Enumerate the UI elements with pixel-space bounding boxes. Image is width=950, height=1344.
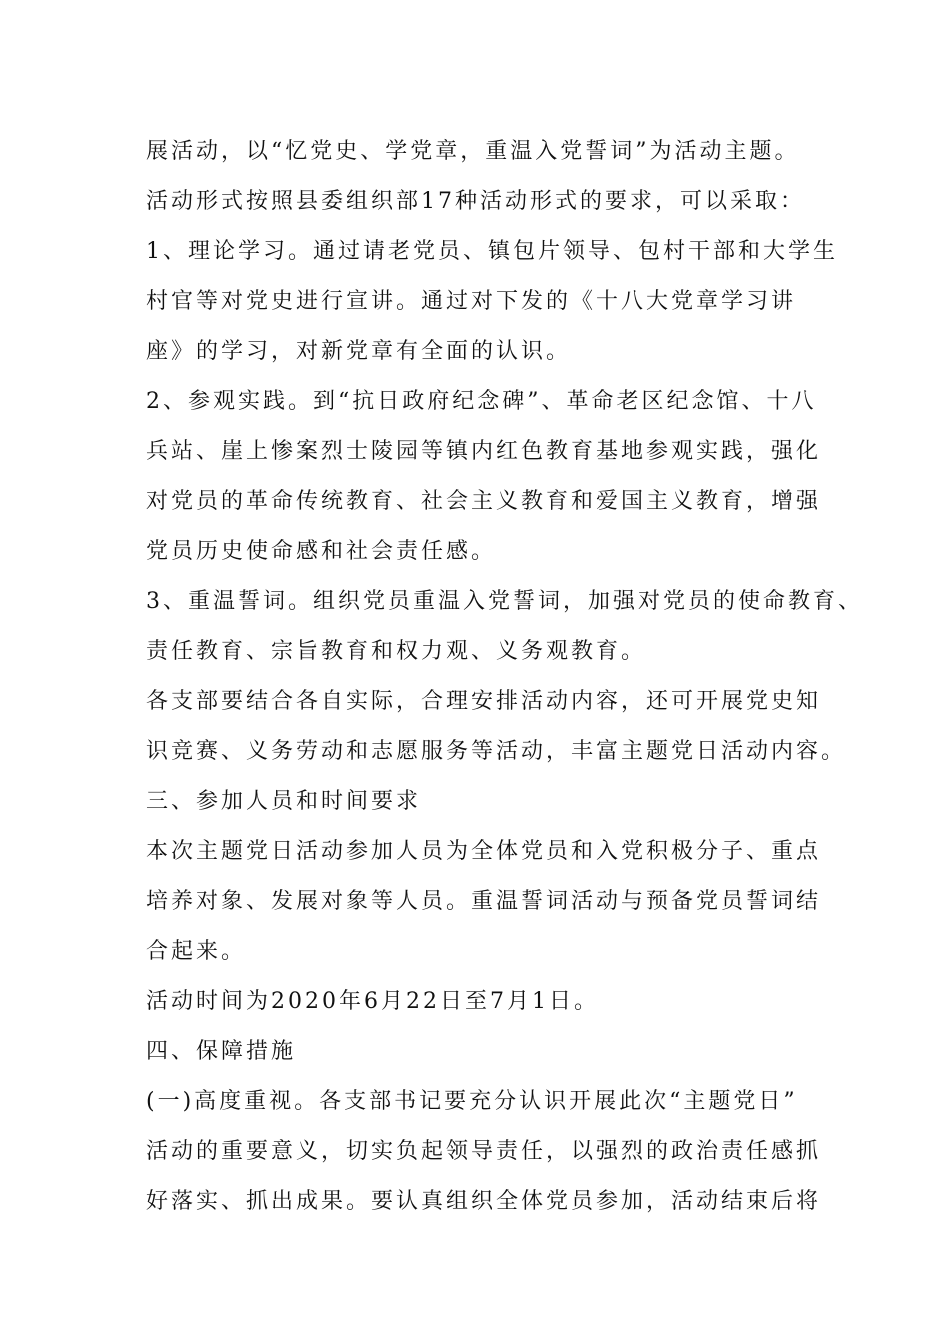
- text-line: 村官等对党史进行宣讲。通过对下发的《十八大党章学习讲: [146, 289, 797, 314]
- text-line: 活动的重要意义，切实负起领导责任，以强烈的政治责任感抓: [146, 1139, 822, 1164]
- text-line: 责任教育、宗旨教育和权力观、义务观教育。: [146, 639, 647, 664]
- text-line: 活动时间为2020年6月22日至7月1日。: [146, 989, 599, 1014]
- text-line: 识竞赛、义务劳动和志愿服务等活动，丰富主题党日活动内容。: [146, 739, 847, 764]
- text-line: (一)高度重视。各支部书记要充分认识开展此次“主题党日”: [146, 1089, 798, 1114]
- text-line: 1、理论学习。通过请老党员、镇包片领导、包村干部和大学生: [146, 239, 838, 264]
- text-line: 各支部要结合各自实际，合理安排活动内容，还可开展党史知: [146, 689, 822, 714]
- text-line: 党员历史使命感和社会责任感。: [146, 539, 497, 564]
- text-line: 3、重温誓词。组织党员重温入党誓词，加强对党员的使命教育、: [146, 589, 863, 614]
- text-line: 培养对象、发展对象等人员。重温誓词活动与预备党员誓词结: [146, 889, 822, 914]
- text-line: 2、参观实践。到“抗日政府纪念碑”、革命老区纪念馆、十八: [146, 389, 817, 414]
- text-line: 座》的学习，对新党章有全面的认识。: [146, 339, 572, 364]
- text-line: 展活动，以“忆党史、学党章，重温入党誓词”为活动主题。: [146, 139, 800, 164]
- section-heading: 四、保障措施: [146, 1039, 297, 1064]
- text-line: 好落实、抓出成果。要认真组织全体党员参加，活动结束后将: [146, 1189, 822, 1214]
- text-line: 合起来。: [146, 939, 247, 964]
- text-line: 本次主题党日活动参加人员为全体党员和入党积极分子、重点: [146, 839, 822, 864]
- text-line: 活动形式按照县委组织部17种活动形式的要求，可以采取：: [146, 189, 805, 214]
- text-line: 对党员的革命传统教育、社会主义教育和爱国主义教育，增强: [146, 489, 822, 514]
- section-heading: 三、参加人员和时间要求: [146, 789, 422, 814]
- text-line: 兵站、崖上惨案烈士陵园等镇内红色教育基地参观实践，强化: [146, 439, 822, 464]
